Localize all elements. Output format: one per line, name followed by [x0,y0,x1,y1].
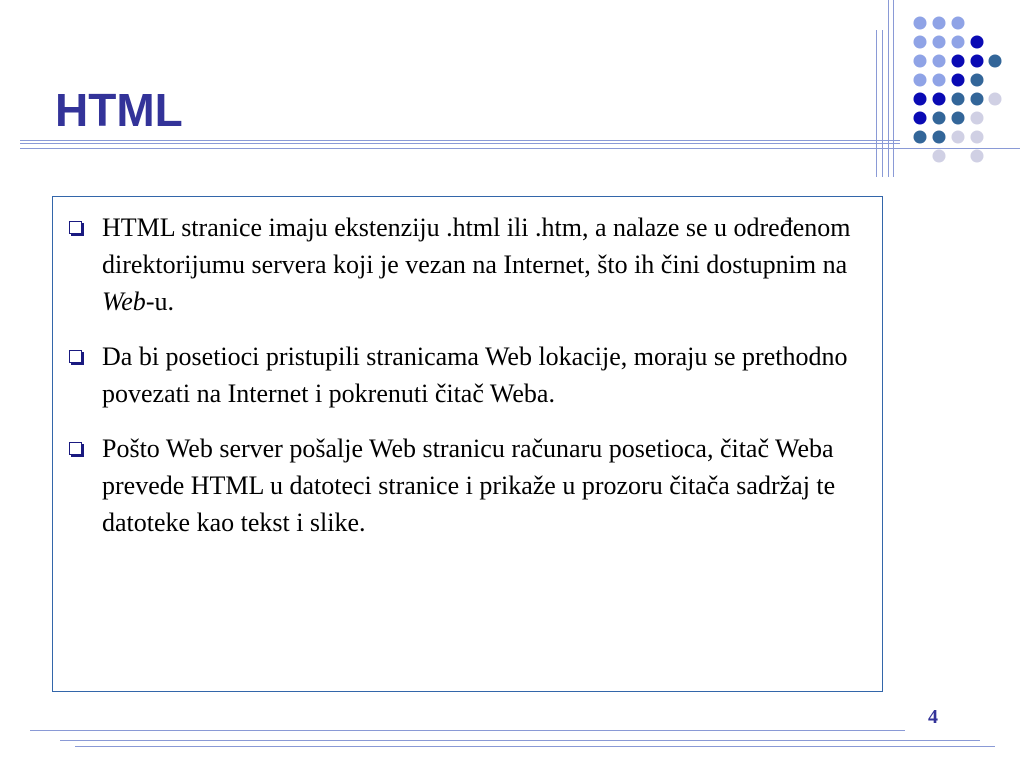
decor-vertical-line [893,0,894,177]
decor-dot [952,55,965,68]
decor-dot [933,74,946,87]
header-rule [20,140,900,141]
decor-dot [971,131,984,144]
footer-rule [75,746,995,747]
decor-vertical-line [888,0,889,177]
decor-vertical-line [882,30,883,177]
decor-dot [971,150,984,163]
decor-dot [971,112,984,125]
bullet-item [67,430,857,541]
decor-dot [933,150,946,163]
bullet-emphasis: Web [102,287,146,316]
page-number: 4 [928,706,938,728]
bullet-item [67,338,857,412]
header-rule [20,143,900,144]
content-box [52,196,883,692]
hollow-square-bullet-icon [69,350,82,363]
decor-dot [952,93,965,106]
decor-vertical-line [876,30,877,177]
decor-dot [952,131,965,144]
bullet-text: Da bi posetioci pristupili stranicama Web lokacije, moraju se prethodno povezati na Internet i pokrenuti čitač Weba. [102,342,848,408]
decor-dot [971,93,984,106]
slide-title: HTML [55,84,183,136]
decor-dot [989,93,1002,106]
decor-dot [989,55,1002,68]
bullet-text: Pošto Web server pošalje Web stranicu računaru posetioca, čitač Weba prevede HTML u datoteci stranice i prikaže u prozoru čitača sadržaj te datoteke kao tekst i slike. [102,434,836,537]
bullet-list [67,209,857,559]
hollow-square-bullet-icon [69,221,82,234]
decor-dot [933,93,946,106]
decor-dot [914,36,927,49]
decor-dot [971,74,984,87]
bullet-text-tail: -u. [145,287,174,316]
decor-dot [952,74,965,87]
decor-dot [914,93,927,106]
decor-dot [952,112,965,125]
decor-dot [952,36,965,49]
footer-rule [30,730,905,731]
footer-rule [60,740,980,741]
decor-dot [914,17,927,30]
decor-dot [971,36,984,49]
decor-dot [933,112,946,125]
decor-dot [933,131,946,144]
hollow-square-bullet-icon [69,442,82,455]
bullet-item [67,209,857,320]
decor-dot [952,17,965,30]
decor-dot [914,131,927,144]
header-rule [20,148,1020,149]
decor-dot [933,17,946,30]
decor-dot [914,74,927,87]
decor-dot [933,55,946,68]
bullet-text: HTML stranice imaju ekstenziju .html ili .htm, a nalaze se u određenom direktorijumu servera koji je vezan na Internet, što ih čini dostupnim na [102,213,851,279]
decor-dot [914,55,927,68]
decor-dot [933,36,946,49]
decor-dot [971,55,984,68]
decor-dot [914,112,927,125]
